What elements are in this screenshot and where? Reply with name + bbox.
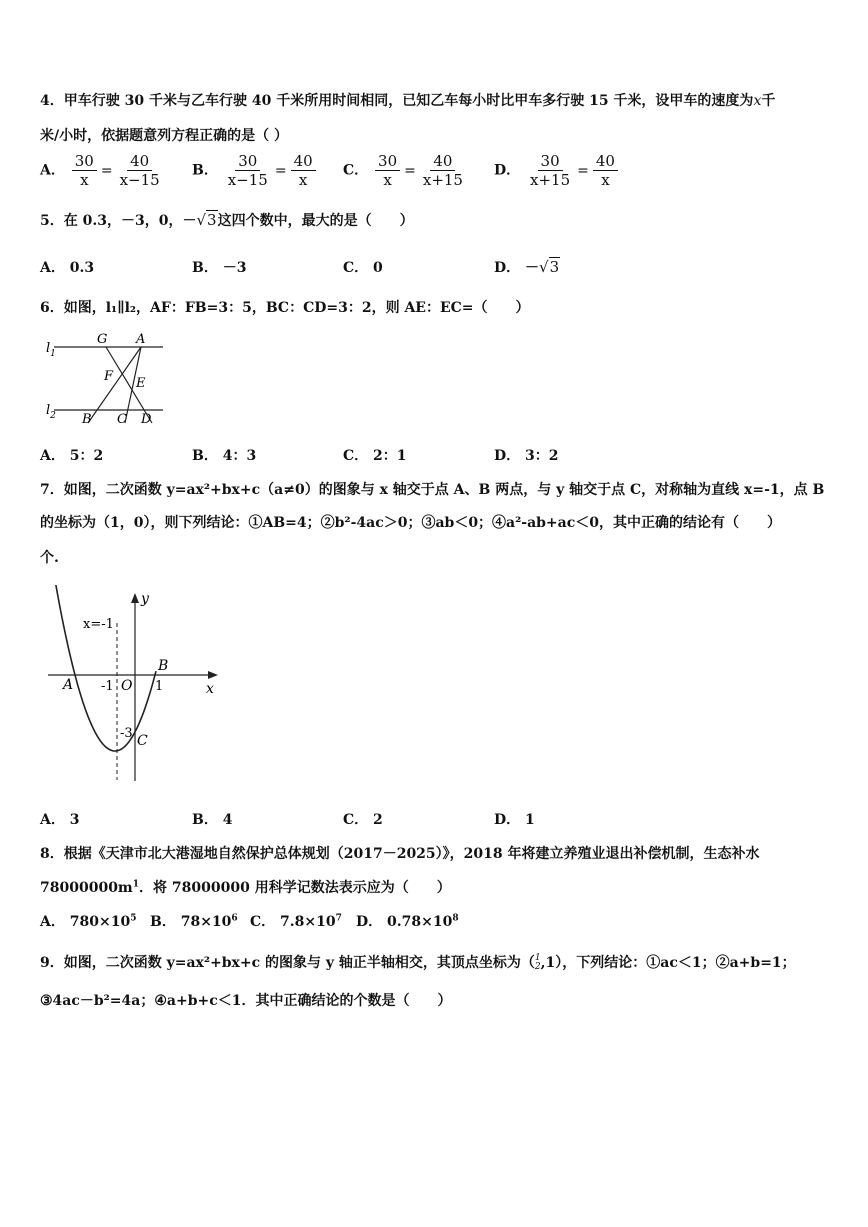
q7-figure [40, 585, 230, 790]
q7-option-c[interactable]: C． 2 [343, 812, 383, 828]
q7-line3: 个. [40, 550, 59, 566]
q6-option-a[interactable]: A． 5：2 [40, 448, 104, 464]
label-c: C [117, 412, 127, 427]
q4-text-end: 千 [761, 93, 776, 109]
q5-text-end: 这四个数中，最大的是（ ） [217, 213, 414, 229]
q4-var: x [753, 93, 762, 109]
label-1: 1 [155, 679, 164, 694]
label-f: F [104, 369, 114, 384]
label-l2: $l_2$ [46, 403, 56, 421]
q6-option-d[interactable]: D． 3：2 [494, 448, 559, 464]
x-axis-arrow [208, 671, 218, 679]
sqrt-symbol: √3 [539, 258, 560, 276]
q9-line1: 9．如图，二次函数 y=ax²+bx+c 的图象与 y 轴正半轴相交，其顶点坐标为（ 1 2 ,1），下列结论：①ac＜1；②a+b=1； [40, 953, 796, 972]
option-label: B． [192, 162, 218, 179]
parabola [54, 585, 156, 751]
q4-option-a[interactable]: A． $\frac{30}{x}$ = $\frac{40}{x-15}$ [40, 152, 165, 189]
label-b: B [82, 412, 92, 427]
fraction: $\frac{40}{x-15}$ [119, 152, 160, 189]
fraction: $\frac{40}{x+15}$ [422, 152, 463, 189]
q4-text: 4．甲车行驶 30 千米与乙车行驶 40 千米所用时间相同，已知乙车每小时比甲车多行驶 15 千米，设甲车的速度为 [40, 93, 754, 109]
q9-line2: ③4ac－b²=4a；④a+b+c＜1．其中正确结论的个数是（ ） [40, 993, 452, 1009]
q7-option-a[interactable]: A． 3 [40, 812, 80, 828]
label-axis: x=-1 [83, 617, 114, 632]
label-x: x [206, 681, 214, 697]
option-label: C． [343, 162, 369, 179]
label-o: O [121, 678, 133, 694]
q7-option-d[interactable]: D． 1 [494, 812, 535, 828]
q5-stem [40, 210, 414, 230]
label-minus1: -1 [101, 679, 114, 694]
y-axis-arrow [131, 593, 139, 603]
fraction: $\frac{30}{x}$ [375, 152, 400, 189]
q6-option-c[interactable]: C． 2：1 [343, 448, 407, 464]
q8-line1: 8．根据《天津市北大港湿地自然保护总体规划（2017－2025）》，2018 年将建立养殖业退出补偿机制，生态补水 [40, 846, 760, 862]
q6-option-b[interactable]: B． 4：3 [192, 448, 257, 464]
fraction: $\frac{30}{x-15}$ [227, 152, 268, 189]
option-label: D． [494, 162, 521, 179]
q7-line2: 的坐标为（1，0），则下列结论：①AB=4；②b²-4ac＞0；③ab＜0；④a²-ab+ac＜0，其中正确的结论有（ ） [40, 515, 781, 531]
fraction: $\frac{30}{x}$ [72, 152, 97, 189]
q8-option-d[interactable]: D． $0.78\times 10^8$ [356, 913, 459, 930]
q5-option-b[interactable]: B． －3 [192, 260, 247, 276]
fraction: $\frac{40}{x}$ [593, 152, 618, 189]
q5-text: 5．在 0.3，－3，0，－ [40, 213, 197, 229]
fraction: $\frac{40}{x}$ [291, 152, 316, 189]
q4-option-c[interactable]: C． $\frac{30}{x}$ = $\frac{40}{x+15}$ [343, 152, 468, 189]
q5-option-c[interactable]: C． 0 [343, 260, 383, 276]
q8-option-c[interactable]: C． $7.8\times 10^7$ [250, 913, 342, 930]
label-c: C [137, 733, 148, 749]
q4-line2: 米/小时，依据题意列方程正确的是（ ） [40, 128, 288, 144]
label-g: G [97, 332, 108, 347]
vertex-fraction: 1 2 [534, 953, 541, 972]
q5-option-d[interactable]: D． －√3 [494, 258, 560, 276]
label-a: A [136, 332, 146, 347]
q6-figure [40, 330, 170, 430]
q4-option-b[interactable]: B． $\frac{30}{x-15}$ = $\frac{40}{x}$ [192, 152, 318, 189]
label-y: y [141, 591, 149, 607]
option-label: A． [40, 162, 65, 179]
q8-line2: $78000000m^1$．将 78000000 用科学记数法表示应为（ ） [40, 879, 451, 896]
q8-option-b[interactable]: B． $78\times 10^6$ [150, 913, 238, 930]
label-minus3: -3 [120, 726, 133, 741]
sqrt-symbol: √3 [196, 211, 217, 229]
q7-line1: 7．如图，二次函数 y=ax²+bx+c（a≠0）的图象与 x 轴交于点 A、B 两点，与 y 轴交于点 C，对称轴为直线 x=-1，点 B [40, 482, 825, 498]
q6-stem: 6．如图，l₁∥l₂，AF：FB=3：5，BC：CD=3：2，则 AE：EC=（ ） [40, 300, 530, 316]
label-d: D [141, 412, 152, 427]
label-b: B [158, 658, 169, 674]
q5-option-a[interactable]: A． 0.3 [40, 260, 95, 276]
q4-line1 [40, 90, 775, 110]
q7-option-b[interactable]: B． 4 [192, 812, 233, 828]
label-e: E [136, 376, 146, 391]
label-l1: $l_1$ [46, 341, 56, 359]
q4-option-d[interactable]: D． $\frac{30}{x+15}$ = $\frac{40}{x}$ [494, 152, 620, 189]
q8-option-a[interactable]: A． $780\times 10^5$ [40, 913, 137, 930]
label-a: A [63, 677, 74, 693]
fraction: $\frac{30}{x+15}$ [530, 152, 571, 189]
